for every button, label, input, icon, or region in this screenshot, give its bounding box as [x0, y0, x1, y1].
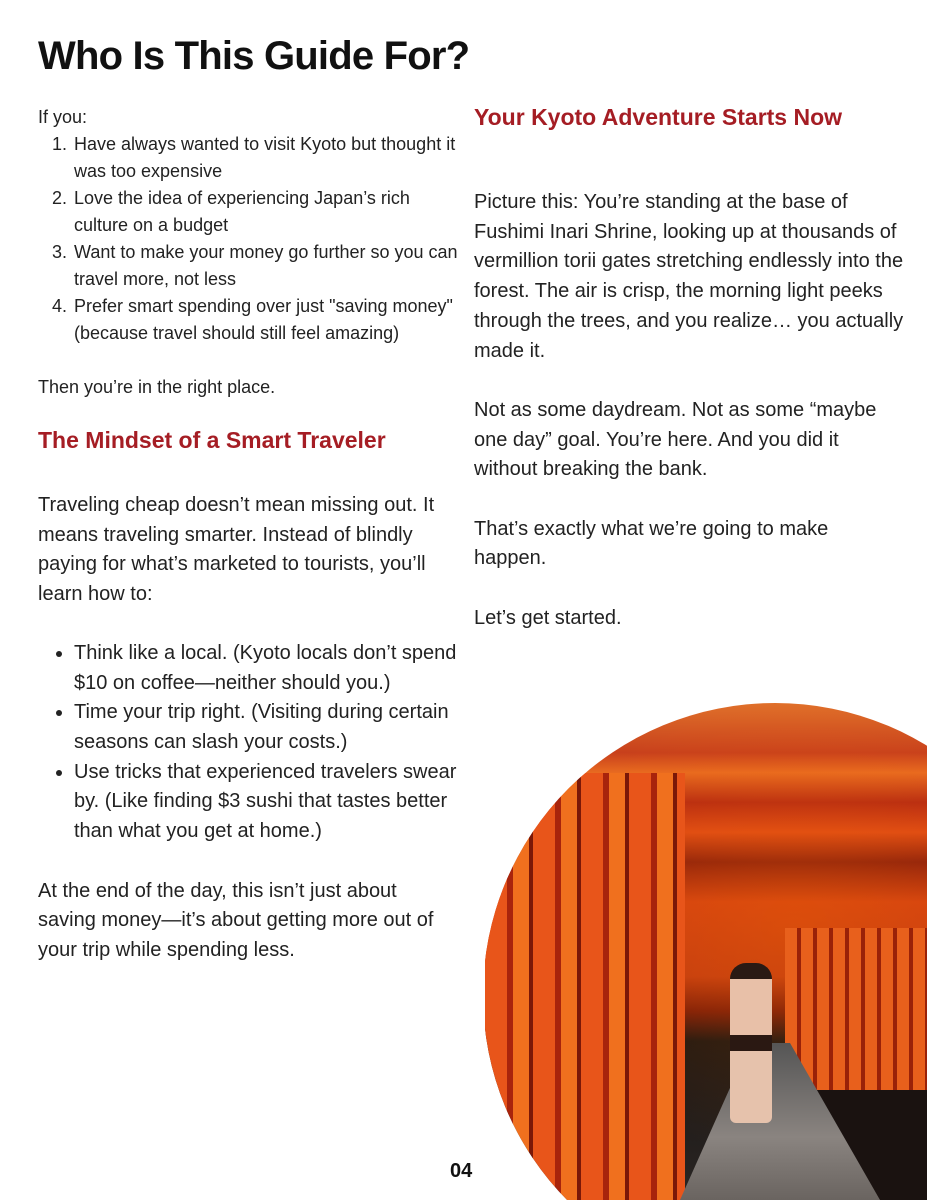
intro-text: If you: — [38, 107, 88, 127]
tips-list — [38, 639, 458, 847]
adventure-paragraph-3: That’s exactly what we’re going to make happen. — [474, 517, 829, 570]
page-title: Who Is This Guide For? — [38, 34, 470, 78]
right-column — [474, 100, 904, 634]
audience-list — [38, 131, 458, 347]
mindset-paragraph: Traveling cheap doesn’t mean missing out. It means traveling smarter. Instead of blindly paying for what’s marketed to tourists, you’ll learn how to: — [38, 494, 435, 606]
list-item: 4. Prefer smart spending over just "saving money" (because travel should still feel amazing) — [72, 293, 458, 347]
kimono-figure — [730, 963, 772, 1123]
list-item: • Use tricks that experienced travelers swear by. (Like finding $3 sushi that tastes better than what you get at home.) — [74, 758, 458, 847]
adventure-paragraph-2: Not as some daydream. Not as some “maybe one day” goal. You’re here. And you did it without breaking the bank. — [474, 398, 877, 481]
list-item: • Think like a local. (Kyoto locals don’t spend $10 on coffee—neither should you.) — [74, 639, 458, 698]
conclusion-paragraph: At the end of the day, this isn’t just about saving money—it’s about getting more out of your trip while spending less. — [38, 879, 434, 962]
list-item: 2. Love the idea of experiencing Japan’s rich culture on a budget — [72, 185, 458, 239]
section-heading-mindset: The Mindset of a Smart Traveler — [38, 427, 386, 453]
adventure-paragraph-4: Let’s get started. — [474, 606, 622, 629]
page-number: 04 — [450, 1160, 473, 1182]
list-item: 1. Have always wanted to visit Kyoto but thought it was too expensive — [72, 131, 458, 185]
section-heading-adventure: Your Kyoto Adventure Starts Now — [474, 104, 843, 130]
torii-pillars-left — [485, 773, 685, 1200]
list-item: 3. Want to make your money go further so you can travel more, not less — [72, 239, 458, 293]
torii-gates-photo — [485, 703, 927, 1200]
left-column — [38, 104, 458, 966]
list-item: • Time your trip right. (Visiting during certain seasons can slash your costs.) — [74, 698, 458, 757]
closing-text: Then you’re in the right place. — [38, 377, 276, 397]
adventure-paragraph-1: Picture this: You’re standing at the base of Fushimi Inari Shrine, looking up at thousands of vermillion torii gates stretching endlessly into the forest. The air is crisp, the morning light peeks through the trees, and you realize… you actually made it. — [474, 191, 904, 362]
